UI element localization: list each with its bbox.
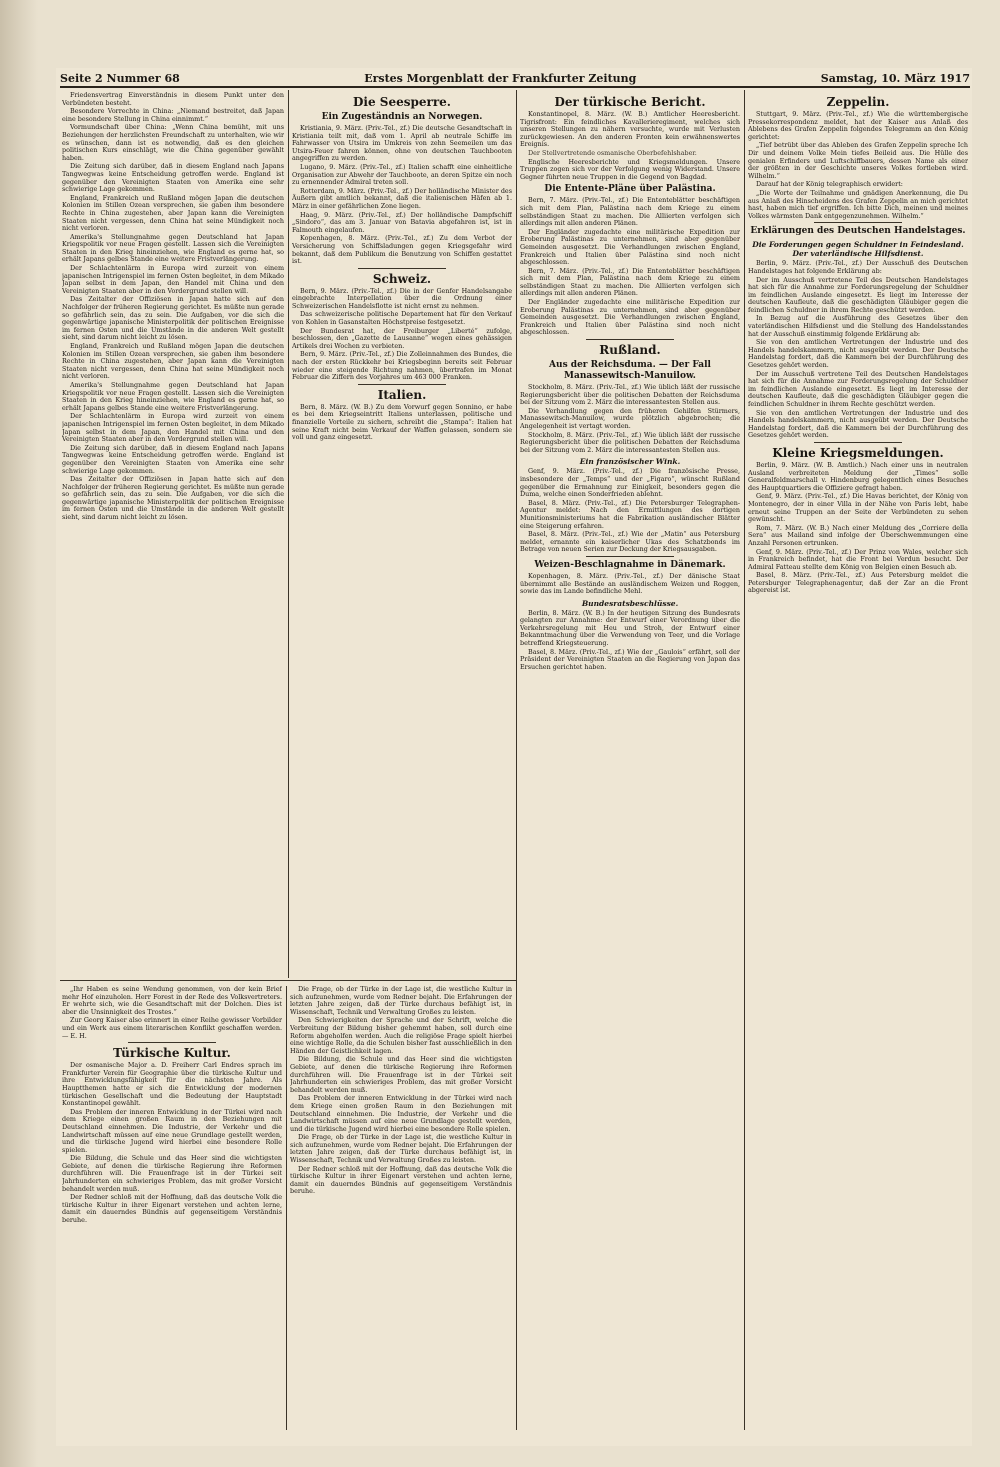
article-text: Berlin, 8. März. (W. B.) In der heutigen Sitzung des Bundesrats gelangten zur Annahme: der Entwurf einer Verordnung über die Verkehrsregelung mit Heu und Stroh, der Entwurf einer Bekanntmachung über die Verwendung von Teer, und die Vorlage betreffend Kriegsteuerung. (520, 608, 740, 648)
article-text: Lugano, 9. März. (Priv.-Tel., zf.) Italien schafft eine einheitliche Organisation zur Abwehr der Tauchboote, an deren Spitze ein noch zu ernennender Admiral treten soll. (292, 162, 512, 187)
divider (358, 384, 446, 385)
article-text: Der Bundesrat hat, der Freiburger „Liberté“ zufolge, beschlossen, den „Gazette de Lausanne“ wegen eines gehässigen Artikels drei Wochen zu verbieten. (292, 326, 512, 350)
newspaper-title: Erstes Morgenblatt der Frankfurter Zeitung (364, 71, 637, 85)
headline-palestine: Die Entente-Pläne über Palästina. (544, 184, 716, 195)
article-text: Das schweizerische politische Departement hat für den Verkauf von Kohlen in Gasanstalten Höchstpreise festgesetzt. (292, 310, 512, 327)
article-text: Die Bildung, die Schule und das Heer sind die wichtigsten Gebiete, auf denen die türkische Regierung ihre Reformen durchführen will. Die Frauenfrage ist in der Türkei seit Jahrhunderten ein schwieriges Problem, das mit großer Vorsicht behandelt werden muß. (62, 1154, 282, 1193)
article-text: Amerika's Stellungnahme gegen Deutschland hat Japan Kriegspolitik vor neue Fragen gestellt. Lassen sich die Vereinigten Staaten in den Krieg hineinziehen, wie England es gerne hat, so erhält Japans gelbes Stande eine weitere Fristverlängerung. (62, 232, 284, 264)
subheadline-bundesrat: Bundesratsbeschlüsse. (581, 598, 679, 608)
headline-italien: Italien. (377, 387, 427, 402)
article-text: Kopenhagen, 8. März. (Priv.-Tel., zf.) Der dänische Staat übernimmt alle Bestände an ausländischem Weizen und Roggen, sowie das im Lande befindliche Mehl. (520, 571, 740, 596)
article-text: In Bezug auf die Ausführung des Gesetzes über den vaterländischen Hilfsdienst und die Stellung des Handelsstandes hat der Ausschuß einstimmig folgende Erklärung ab: (748, 314, 968, 338)
article-text: Die Frage, ob der Türke in der Lage ist, die westliche Kultur in sich aufzunehmen, wurde vom Redner bejaht. Die Erfahrungen der letzten Jahre zeigen, daß der Türke durchaus befähigt ist, in Wissenschaft, Technik und Verwaltung Großes zu leisten. (290, 1133, 512, 1165)
article-text: Bern, 9. März. (Priv.-Tel., zf.) Die Zolleinnahmen des Bundes, die nach der ersten Rückkehr bei Kriegsbeginn bereits seit Februar wieder eine steigende Richtung nahmen, übertrafen im Monat Februar die Ziffern des Vorjahres um 463 000 Franken. (292, 350, 512, 382)
headline-seesperre: Die Seesperre. (353, 95, 451, 109)
article-text: Englische Heeresberichte und Kriegsmeldungen. Unsere Truppen zogen sich vor der Verfolgung wenig Widerstand. Unsere Gegner führten neue Truppen in die Gegend von Bagdad. (520, 157, 740, 181)
article-text: Vormundschaft über China: „Wenn China bemüht, mit uns Beziehungen der herzlichsten Freundschaft zu unterhalten, wie wir es wünschen, dann ist es notwendig, daß es den gleichen politischen Kurs einschlägt, wie die China gegenüber gewählt haben. (62, 123, 284, 162)
article-text: Das Zeitalter der Offiziösen in Japan hatte sich auf den Nachfolger der früheren Regierung gerichtet. Es müßte nun gerade so gefährlich sein, das zu sein. Die Aufgaben, vor die sich die gegenwärtige japanische Ministerpolitik der politischen Ereignisse im fernen Osten und die Umstände in die anderen Welt gestellt sieht, sind darum nicht leicht zu lösen. (62, 475, 284, 522)
article-text: Die Bildung, die Schule und das Heer sind die wichtigsten Gebiete, auf denen die türkische Regierung ihre Reformen durchführen will. Die Frauenfrage ist in der Türkei seit Jahrhunderten ein schwieriges Problem, das mit großer Vorsicht behandelt werden muß. (290, 1055, 512, 1094)
article-text: „Die Worte der Teilnahme und gnädigen Anerkennung, die Du aus Anlaß des Hinscheidens des Grafen Zeppelin an mich gerichtet hast, haben mich tief ergriffen. Ich bitte Dich, meinen und meines Volkes wärmsten Dank entgegenzunehmen. Wilhelm.“ (748, 188, 968, 220)
article-text: Das Problem der inneren Entwicklung in der Türkei wird nach dem Kriege einen großen Raum in den Beziehungen mit Deutschland einnehmen. Die Industrie, der Verkehr und die Landwirtschaft müssen auf eine neue Grundlage gestellt werden, und die türkische Jugend wird hierbei eine besondere Rolle spielen. (290, 1094, 512, 1133)
article-text: „Ihr Haben es seine Wendung genommen, von der kein Brief mehr Hof einzuholen. Herr Forest in der Rede des Volksvertreters. Er wehrte sich, wie die Gesandtschaft mit der Dolchen. Dies ist aber die Unsinnigkeit des Trostes.“ (62, 986, 282, 1016)
column-4 (748, 92, 968, 1430)
article-text: Bern, 9. März. (Priv.-Tel., zf.) Die in der Genfer Handelsangabe eingebrachte Interpellation über die Ordnung einer Schweizerischen Handelsflotte ist nicht ernst zu nehmen. (292, 286, 512, 310)
subheadline-norway: Ein Zugeständnis an Norwegen. (321, 112, 483, 122)
issue-date: Samstag, 10. März 1917 (820, 71, 970, 85)
article-text: Rotterdam, 9. März. (Priv.-Tel., zf.) Der holländische Minister des Äußern gibt amtlich bekannt, daß die italienischen Häfen ab 1. März in einer gefährlichen Zone liegen. (292, 186, 512, 210)
article-text: „Tief betrübt über das Ableben des Grafen Zeppelin spreche Ich Dir und deinem Volke Mein tiefes Beileid aus. Die Hülle des genialen Erfinders und Luftschiffbauers, dessen Name als einer der größten in der Geschichte unseres Volkes fortleben wird. Wilhelm.“ (748, 141, 968, 180)
article-text: Bern, 7. März. (Priv.-Tel., zf.) Die Ententeblätter beschäftigen sich mit dem Plan, Palästina nach dem Kriege zu einem selbständigen Staat zu machen. Die Alliierten verfolgen sich allerdings mit allen anderen Plänen. (520, 196, 740, 228)
article-text: Der Engländer zugedachte eine militärische Expedition zur Eroberung Palästinas zu unternehmen, sind aber gegenüber Gemeinden ausgesetzt. Die Verhandlungen zwischen England, Frankreich und Italien über Palästina sind noch nicht abgeschlossen. (520, 298, 740, 337)
article-text: Bern, 8. März. (W. B.) Zu dem Vorwurf gegen Sonnino, er habe es bei dem Kriegseintritt Italiens unterlassen, politische und finanzielle Vorteile zu sichern, schreibt die „Stampa“: Italien hat seine Kraft nicht beim Verkauf der Waffen gelassen, sondern sie voll und ganz eingesetzt. (292, 402, 512, 442)
headline-wheat-seizure: Weizen-Beschlagnahme in Dänemark. (534, 559, 726, 570)
article-text: Das Zeitalter der Offiziösen in Japan hatte sich auf den Nachfolger der früheren Regierung gerichtet. Es müßte nun gerade so gefährlich sein, das zu sein. Die Aufgaben, vor die sich die gegenwärtige japanische Ministerpolitik der politischen Ereignisse im fernen Osten und die Umstände in die anderen Welt gestellt sieht, sind darum nicht leicht zu lösen. (62, 295, 284, 342)
article-text: Basel, 8. März. (Priv.-Tel., zf.) Wie der „Matin“ aus Petersburg meldet, ernannte ein kaiserlicher Ukas des Schatzbonds im Betrage von neuen Serien zur Deckung der Kriegsausgaben. (520, 530, 740, 554)
subheadline-french-hint: Ein französischer Wink. (579, 457, 681, 467)
article-text: Genf, 9. März. (Priv.-Tel., zf.) Der Prinz von Wales, welcher sich in Frankreich befindet, hat die Front bei Verdun besucht. Der Admiral Fatteau stellte dem König von Belgien einen Besuch ab. (748, 547, 968, 571)
divider (586, 339, 674, 340)
article-text: Kristiania, 9. März. (Priv.-Tel., zf.) Die deutsche Gesandtschaft in Kristiania teilt mit, daß vom 1. April ab neutrale Schiffe im Fahrwasser von Utsira im Umkreis von zehn Seemeilen um das Utsira-Feuer fahren können, ohne von deutschen Tauchbooten angegriffen zu werden. (292, 124, 512, 163)
article-text: Basel, 8. März. (Priv.-Tel., zf.) Die Petersburger Telegraphen-Agentur meldet: Nach den Ermittlungen des dortigen Munitionsministeriums hat die Fabrikation ausländischer Blätter eine Steigerung erfahren. (520, 498, 740, 530)
divider (128, 1042, 216, 1043)
article-text: Kopenhagen, 8. März. (Priv.-Tel., zf.) Zu dem Verbot der Versicherung von Schiffsladungen gegen Kriegsgefahr wird bekannt, daß dem Publikum die Benutzung von Schiffen gestattet ist. (292, 234, 512, 266)
feuilleton-column-1 (62, 986, 282, 1430)
column-rule (744, 90, 745, 1430)
column-rule (516, 90, 517, 1430)
article-text: Besondere Vorrechte in China: „Niemand bestreitet, daß Japan eine besondere Stellung in China einnimmt.“ (62, 107, 284, 123)
article-text: Friedensvertrag Einverständnis in diesem Punkt unter den Verbündeten besteht. (62, 92, 284, 107)
headline-turkish-report: Der türkische Bericht. (554, 95, 706, 109)
divider (814, 442, 902, 443)
page-number-label: Seite 2 Nummer 68 (60, 71, 180, 85)
column-rule (288, 90, 289, 978)
article-text: Der im Ausschuß vertretene Teil des Deutschen Handelstages hat sich für die Annahme zur Forderungsregelung der Schuldner im feindlichen Auslande eingesetzt. Es liegt im Interesse der deutschen Kaufleute, daß die geschädigten Gläubiger gegen die feindlichen Schuldner in ihrem Rechte geschützt werden. (748, 275, 968, 314)
article-text: Sie von den amtlichen Vertretungen der Industrie und des Handels handelskammern, nicht ausgeübt werden. Der Deutsche Handelstag fordert, daß die Kammern bei der Durchführung des Gesetzes gehört werden. (748, 338, 968, 370)
article-text: Der Schlachtenlärm in Europa wird zurzeit von einem japanischen Intrigenspiel im fernen Osten begleitet, in dem Mikado Japan selbst in dem Japan, den Handel mit China und den Vereinigten Staaten aber in den Vordergrund stellen will. (62, 412, 284, 444)
article-text: Das Problem der inneren Entwicklung in der Türkei wird nach dem Kriege einen großen Raum in den Beziehungen mit Deutschland einnehmen. Die Industrie, der Verkehr und die Landwirtschaft müssen auf eine neue Grundlage gestellt werden, und die türkische Jugend wird hierbei eine besondere Rolle spielen. (62, 1107, 282, 1154)
article-text: Sie von den amtlichen Vertretungen der Industrie und des Handels handelskammern, nicht ausgeübt werden. Der Deutsche Handelstag fordert, daß die Kammern bei der Durchführung des Gesetzes gehört werden. (748, 408, 968, 440)
divider (586, 556, 674, 557)
article-text: England, Frankreich und Rußland mögen Japan die deutschen Kolonien im Stillen Ozean versprechen, sie gaben ihm besondere Rechte in China zugestehen, aber Japan kann die Vereinigten Staaten nicht vergessen, denn China hat seine Mündigkeit noch nicht verloren. (62, 193, 284, 233)
column-3 (520, 92, 740, 1430)
article-text: Der Schlachtenlärm in Europa wird zurzeit von einem japanischen Intrigenspiel im fernen Osten begleitet, in dem Mikado Japan selbst in dem Japan, den Handel mit China und den Vereinigten Staaten aber in den Vordergrund stellen will. (62, 264, 284, 295)
article-text: Rom, 7. März. (W. B.) Nach einer Meldung des „Corriere della Sera“ aus Mailand sind infolge der Überschwemmungen eine Anzahl Personen ertrunken. (748, 523, 968, 547)
article-text: Darauf hat der König telegraphisch erwidert: (756, 180, 903, 189)
article-text: Basel, 8. März. (Priv.-Tel., zf.) Aus Petersburg meldet die Petersburger Telegraphenagentur, daß der Zar an die Front abgereist ist. (748, 571, 968, 595)
headline-turkish-culture: Türkische Kultur. (113, 1046, 231, 1061)
article-text: Die Verhandlung gegen den früheren Gehilfen Stürmers, Manassewitsch-Manuilow, wurde plötzlich abgebrochen; die Angelegenheit ist vertagt worden. (520, 406, 740, 430)
article-text: England, Frankreich und Rußland mögen Japan die deutschen Kolonien im Stillen Ozean versprechen, sie gaben ihm besondere Rechte in China zugestehen, aber Japan kann die Vereinigten Staaten nicht vergessen, denn China hat seine Mündigkeit noch nicht verloren. (62, 342, 284, 381)
headline-kleine-kriegsmeldungen: Kleine Kriegsmeldungen. (772, 445, 944, 460)
article-text: Den Schwierigkeiten der Sprache und der Schrift, welche die Verbreitung der Bildung bisher gehemmt haben, soll durch eine Reform abgeholfen werden. Auch die religiöse Frage spielt hierbei eine wichtige Rolle, da die Schulen bisher fast ausschließlich in den Händen der Geistlichkeit lagen. (290, 1016, 512, 1055)
article-text: Konstantinopel, 8. März. (W. B.) Amtlicher Heeresbericht. Tigrisfront: Ein feindliches Kavallerieregiment, welches sich unseren Stellungen zu nähern versuchte, wurde mit Verlusten zurückgewiesen. An den anderen Fronten kein erwähnenswertes Ereignis. (520, 110, 740, 149)
headline-schweiz: Schweiz. (372, 271, 432, 286)
article-text: Der Redner schloß mit der Hoffnung, daß das deutsche Volk die türkische Kultur in ihrer Eigenart verstehen und achten lerne, damit ein dauerndes Bündnis auf gegenseitigem Verständnis beruhe. (290, 1164, 512, 1196)
article-text: Zur Georg Kaiser also erinnert in einer Reihe gewisser Vorbilder und ein Werk aus einem literarischen Konflikt geschaffen werden. — E. H. (62, 1016, 282, 1040)
headline-russland: Rußland. (599, 343, 661, 358)
article-text: Berlin, 9. März. (Priv.-Tel., zf.) Der Ausschuß des Deutschen Handelstages hat folgende Erklärung ab: (748, 259, 968, 275)
article-text: Der Engländer zugedachte eine militärische Expedition zur Eroberung Palästinas zu unternehmen, sind aber gegenüber Gemeinden ausgesetzt. Die Verhandlungen zwischen England, Frankreich und Italien über Palästina sind noch nicht abgeschlossen. (520, 227, 740, 267)
article-text: Amerika's Stellungnahme gegen Deutschland hat Japan Kriegspolitik vor neue Fragen gestellt. Lassen sich die Vereinigten Staaten in den Krieg hineinziehen, wie England es gerne hat, so erhält Japans gelbes Stande eine weitere Fristverlängerung. (62, 380, 284, 412)
article-text: Der osmanische Major a. D. Freiherr Carl Endres sprach im Frankfurter Verein für Geographie über die türkische Kultur und ihre Entwicklungsfähigkeit für die nächsten Jahre. Als Hauptthemen hatte er sich die Entwicklung der modernen türkischen Gesellschaft und die Bedeutung der Hauptstadt Konstantinopel gewählt. (62, 1061, 282, 1108)
headline-zeppelin: Zeppelin. (826, 95, 890, 109)
article-text: Genf, 9. März. (Priv.-Tel., zf.) Die französische Presse, insbesondere der „Temps“ und der „Figaro“, wünscht Rußland gegenüber die Ermahnung zur Einigkeit, besonders gegen die Duma, welche einen Sonderfrieden ablehnt. (520, 467, 740, 499)
headline-handelstag: Erklärungen des Deutschen Handelstages. (750, 226, 966, 237)
article-text: Der Redner schloß mit der Hoffnung, daß das deutsche Volk die türkische Kultur in ihrer Eigenart verstehen und achten lerne, damit ein dauerndes Bündnis auf gegenseitigem Verständnis beruhe. (62, 1193, 282, 1225)
article-text: Die Zeitung sich darüber, daß in diesem England nach Japans Tangwegwas keine Entscheidung getroffen werde. England ist gegenüber den Vereinigten Staaten von Amerika eine sehr schwierige Lage gekommen. (62, 443, 284, 475)
column-2 (292, 92, 512, 976)
book-spine-shadow (0, 0, 38, 1467)
feuilleton-column-2 (290, 986, 512, 1430)
article-text: Stockholm, 8. März. (Priv.-Tel., zf.) Wie üblich läßt der russische Regierungsbericht über die politischen Debatten der Reichsduma bei der Sitzung vom 2. März die interessantesten Stellen aus. (520, 383, 740, 407)
article-text: Basel, 8. März. (Priv.-Tel., zf.) Wie der „Gaulois“ erfährt, soll der Präsident der Vereinigten Staaten an die Regierung von Japan das Ersuchen gerichtet haben. (520, 647, 740, 671)
subheadline-duma: Aus der Reichsduma. — Der Fall Manassewitsch-Manuilow. (549, 360, 711, 382)
article-text: Genf, 9. März. (Priv.-Tel., zf.) Die Havas berichtet, der König von Montenegro, der in einer Villa in der Nähe von Paris lebt, habe erneut seine Truppen an der Seite der Verbündeten zu sehen gewünscht. (748, 492, 968, 524)
article-text: Berlin, 9. März. (W. B. Amtlich.) Nach einer uns in neutralen Ausland verbreiteten Meldung der „Times“ solle Generalfeldmarschall v. Hindenburg gelegentlich eines Besuches des Hauptquartiers die Offiziere gefragt haben. (748, 460, 968, 492)
divider (358, 268, 446, 269)
article-text: Bern, 7. März. (Priv.-Tel., zf.) Die Ententeblätter beschäftigen sich mit dem Plan, Palästina nach dem Kriege zu einem selbständigen Staat zu machen. Die Alliierten verfolgen sich allerdings mit allen anderen Plänen. (520, 266, 740, 298)
article-text: Haag, 9. März. (Priv.-Tel., zf.) Der holländische Dampfschiff „Sindoro“, das am 3. Januar von Batavia abgefahren ist, ist in Falmouth eingelaufen. (292, 210, 512, 234)
column-1 (62, 92, 284, 976)
subheadline-forderungen: Die Forderungen gegen Schuldner in Feindesland. Der vaterländische Hilfsdienst. (752, 240, 964, 259)
article-text: Der Stellvertretende osmanische Oberbefehlshaber. (528, 148, 697, 157)
article-text: Stuttgart, 9. März. (Priv.-Tel., zf.) Wie die württembergische Pressekorrespondenz meldet, hat der Kaiser aus Anlaß des Ablebens des Grafen Zeppelin folgendes Telegramm an den König gerichtet: (748, 110, 968, 141)
article-text: Stockholm, 8. März. (Priv.-Tel., zf.) Wie üblich läßt der russische Regierungsbericht über die politischen Debatten der Reichsduma bei der Sitzung vom 2. März die interessantesten Stellen aus. (520, 430, 740, 454)
article-text: Der im Ausschuß vertretene Teil des Deutschen Handelstages hat sich für die Annahme zur Forderungsregelung der Schuldner im feindlichen Auslande eingesetzt. Es liegt im Interesse der deutschen Kaufleute, daß die geschädigten Gläubiger gegen die feindlichen Schuldner in ihrem Rechte geschützt werden. (748, 369, 968, 408)
article-text: Die Frage, ob der Türke in der Lage ist, die westliche Kultur in sich aufzunehmen, wurde vom Redner bejaht. Die Erfahrungen der letzten Jahre zeigen, daß der Türke durchaus befähigt ist, in Wissenschaft, Technik und Verwaltung Großes zu leisten. (290, 986, 512, 1016)
article-text: Die Zeitung sich darüber, daß in diesem England nach Japans Tangwegwas keine Entscheidung getroffen werde. England ist gegenüber den Vereinigten Staaten von Amerika eine sehr schwierige Lage gekommen. (62, 162, 284, 194)
divider (814, 222, 902, 223)
column-rule (286, 986, 287, 1430)
page-header (60, 70, 970, 88)
section-divider (60, 980, 516, 981)
